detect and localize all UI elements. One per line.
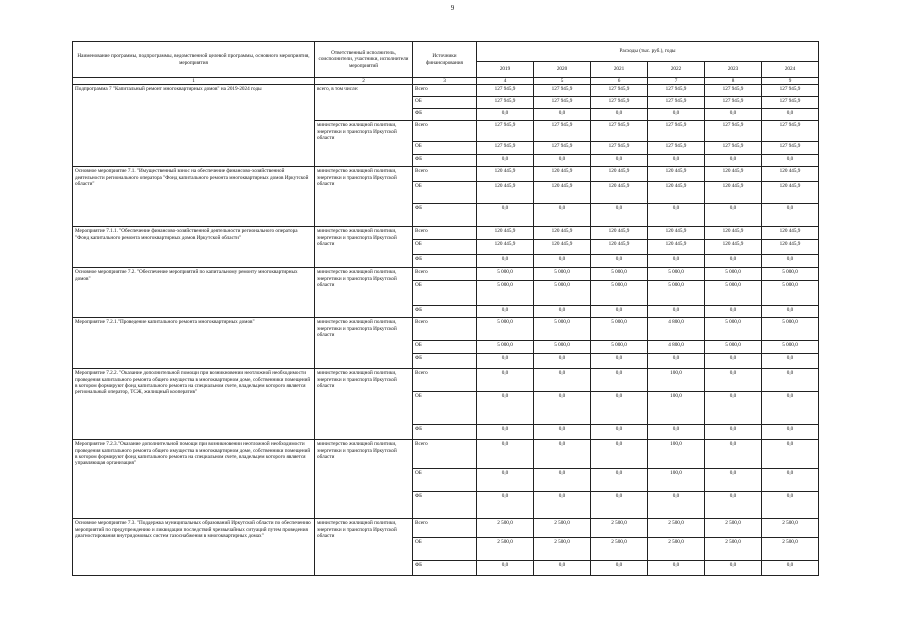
amount-cell: 5 000,0	[648, 281, 705, 306]
amount-cell: 127 945,9	[591, 121, 648, 142]
amount-cell: 0,0	[705, 425, 762, 440]
amount-cell: 0,0	[477, 204, 534, 227]
amount-cell: 100,0	[648, 440, 705, 469]
table-row	[73, 227, 819, 240]
source-cell: Всего	[413, 440, 477, 469]
amount-cell: 0,0	[591, 306, 648, 318]
amount-cell: 127 945,9	[762, 121, 819, 142]
source-cell: ФБ	[413, 155, 477, 167]
amount-cell: 5 000,0	[705, 268, 762, 281]
amount-cell: 0,0	[762, 306, 819, 318]
source-cell: ОБ	[413, 538, 477, 561]
amount-cell: 127 945,9	[705, 121, 762, 142]
amount-cell: 127 945,9	[648, 85, 705, 97]
amount-cell: 0,0	[477, 354, 534, 369]
amount-cell: 127 945,9	[477, 97, 534, 109]
amount-cell: 0,0	[591, 469, 648, 492]
source-cell: Всего	[413, 121, 477, 142]
source-cell: ФБ	[413, 561, 477, 576]
amount-cell: 120 445,9	[648, 167, 705, 182]
program-name-cell: Мероприятие 7.1.1. "Обеспечение финансово-хозяйственной деятельности регионального оператора "Фонд капитального ремонта многоквартирных домов Иркутской области"	[73, 227, 315, 268]
amount-cell: 2 500,0	[477, 519, 534, 538]
header-year: 2020	[534, 62, 591, 78]
program-name-cell: Основное мероприятие 7.2. "Обеспечение мероприятий по капитальному ремонту многоквартирных домов"	[73, 268, 315, 318]
amount-cell: 4 800,0	[648, 341, 705, 354]
source-cell: ОБ	[413, 392, 477, 425]
amount-cell: 120 445,9	[591, 227, 648, 240]
program-name-cell: Мероприятие 7.2.2. "Оказание дополнительной помощи при возникновении неотложной необходимости проведения капитального ремонта общего имущества в многоквартирном доме, собственники помещений в котором формируют фонд капитального ремонта на специальном счете, владельцем которого является региональный оператор, ТСЖ, жилищный кооператив"	[73, 369, 315, 440]
amount-cell: 0,0	[591, 561, 648, 576]
amount-cell: 120 445,9	[534, 182, 591, 204]
amount-cell: 0,0	[534, 255, 591, 268]
amount-cell: 5 000,0	[591, 281, 648, 306]
source-cell: ФБ	[413, 255, 477, 268]
amount-cell: 100,0	[648, 469, 705, 492]
amount-cell: 5 000,0	[762, 268, 819, 281]
executor-cell: министерство жилищной политики, энергетики и транспорта Иркутской области	[315, 227, 413, 268]
amount-cell: 0,0	[477, 425, 534, 440]
page-number: 9	[450, 4, 455, 12]
amount-cell: 120 445,9	[591, 182, 648, 204]
amount-cell: 0,0	[534, 392, 591, 425]
source-cell: ФБ	[413, 109, 477, 121]
amount-cell: 127 945,9	[705, 97, 762, 109]
amount-cell: 127 945,9	[705, 142, 762, 155]
header-source: Источники финансирования	[413, 42, 477, 78]
amount-cell: 0,0	[477, 440, 534, 469]
column-index: 2	[315, 78, 413, 85]
table-row	[73, 369, 819, 392]
amount-cell: 0,0	[534, 204, 591, 227]
amount-cell: 5 000,0	[648, 268, 705, 281]
amount-cell: 0,0	[648, 109, 705, 121]
source-cell: ОБ	[413, 281, 477, 306]
amount-cell: 0,0	[477, 492, 534, 519]
executor-cell: министерство жилищной политики, энергетики и транспорта Иркутской области	[315, 167, 413, 227]
amount-cell: 5 000,0	[591, 268, 648, 281]
program-name-cell: Мероприятие 7.2.1."Проведение капитального ремонта многоквартирных домов"	[73, 318, 315, 369]
amount-cell: 120 445,9	[648, 227, 705, 240]
amount-cell: 2 500,0	[591, 519, 648, 538]
amount-cell: 2 500,0	[534, 538, 591, 561]
source-cell: ОБ	[413, 341, 477, 354]
header-year: 2022	[648, 62, 705, 78]
amount-cell: 5 000,0	[534, 268, 591, 281]
amount-cell: 0,0	[762, 425, 819, 440]
column-index: 6	[591, 78, 648, 85]
amount-cell: 120 445,9	[762, 182, 819, 204]
table-row	[73, 318, 819, 341]
amount-cell: 5 000,0	[477, 341, 534, 354]
source-cell: Всего	[413, 167, 477, 182]
header-year: 2024	[762, 62, 819, 78]
amount-cell: 0,0	[705, 440, 762, 469]
table-row	[73, 440, 819, 469]
amount-cell: 5 000,0	[705, 341, 762, 354]
amount-cell: 127 945,9	[591, 97, 648, 109]
amount-cell: 127 945,9	[591, 85, 648, 97]
amount-cell: 0,0	[591, 392, 648, 425]
amount-cell: 120 445,9	[477, 182, 534, 204]
amount-cell: 120 445,9	[705, 240, 762, 255]
amount-cell: 0,0	[762, 155, 819, 167]
amount-cell: 120 445,9	[591, 240, 648, 255]
amount-cell: 0,0	[705, 204, 762, 227]
column-index: 8	[705, 78, 762, 85]
amount-cell: 0,0	[762, 204, 819, 227]
amount-cell: 0,0	[762, 369, 819, 392]
amount-cell: 127 945,9	[534, 85, 591, 97]
source-cell: ФБ	[413, 425, 477, 440]
source-cell: ОБ	[413, 240, 477, 255]
amount-cell: 0,0	[477, 392, 534, 425]
amount-cell: 127 945,9	[648, 142, 705, 155]
source-cell: ФБ	[413, 204, 477, 227]
amount-cell: 120 445,9	[762, 227, 819, 240]
amount-cell: 5 000,0	[477, 318, 534, 341]
amount-cell: 2 500,0	[648, 538, 705, 561]
amount-cell: 0,0	[477, 561, 534, 576]
amount-cell: 0,0	[762, 440, 819, 469]
amount-cell: 127 945,9	[477, 121, 534, 142]
amount-cell: 0,0	[705, 561, 762, 576]
amount-cell: 5 000,0	[762, 318, 819, 341]
amount-cell: 127 945,9	[477, 85, 534, 97]
source-cell: Всего	[413, 227, 477, 240]
header-year: 2023	[705, 62, 762, 78]
amount-cell: 120 445,9	[534, 167, 591, 182]
source-cell: ОБ	[413, 469, 477, 492]
amount-cell: 127 945,9	[648, 97, 705, 109]
amount-cell: 2 500,0	[705, 538, 762, 561]
amount-cell: 120 445,9	[477, 167, 534, 182]
amount-cell: 0,0	[534, 425, 591, 440]
amount-cell: 0,0	[648, 155, 705, 167]
amount-cell: 2 500,0	[762, 538, 819, 561]
amount-cell: 0,0	[705, 392, 762, 425]
amount-cell: 2 500,0	[534, 519, 591, 538]
executor-cell: министерство жилищной политики, энергетики и транспорта Иркутской области	[315, 268, 413, 318]
amount-cell: 0,0	[705, 369, 762, 392]
amount-cell: 0,0	[534, 561, 591, 576]
program-name-cell: Основное мероприятие 7.1. "Имущественный взнос на обеспечение финансово-хозяйственной деятельности регионального оператора "Фонд капитального ремонта многоквартирных домов Иркутской области"	[73, 167, 315, 227]
amount-cell: 120 445,9	[534, 240, 591, 255]
amount-cell: 0,0	[705, 109, 762, 121]
source-cell: ФБ	[413, 492, 477, 519]
amount-cell: 0,0	[477, 155, 534, 167]
amount-cell: 5 000,0	[591, 341, 648, 354]
amount-cell: 2 500,0	[477, 538, 534, 561]
amount-cell: 127 945,9	[534, 97, 591, 109]
amount-cell: 120 445,9	[648, 240, 705, 255]
amount-cell: 5 000,0	[591, 318, 648, 341]
amount-cell: 2 500,0	[762, 519, 819, 538]
amount-cell: 0,0	[534, 306, 591, 318]
amount-cell: 127 945,9	[762, 85, 819, 97]
amount-cell: 2 500,0	[591, 538, 648, 561]
executor-cell: министерство жилищной политики, энергетики и транспорта Иркутской области	[315, 121, 413, 167]
amount-cell: 0,0	[477, 109, 534, 121]
source-cell: Всего	[413, 318, 477, 341]
amount-cell: 127 945,9	[762, 97, 819, 109]
amount-cell: 0,0	[762, 255, 819, 268]
amount-cell: 0,0	[591, 354, 648, 369]
column-index: 1	[73, 78, 315, 85]
header-executor: Ответственный исполнитель, соисполнители, участники, исполнители мероприятий	[315, 42, 413, 78]
amount-cell: 120 445,9	[762, 240, 819, 255]
amount-cell: 0,0	[648, 492, 705, 519]
amount-cell: 127 945,9	[648, 121, 705, 142]
amount-cell: 0,0	[705, 306, 762, 318]
amount-cell: 0,0	[591, 109, 648, 121]
column-index: 9	[762, 78, 819, 85]
amount-cell: 0,0	[762, 392, 819, 425]
table-header	[73, 42, 819, 85]
amount-cell: 5 000,0	[705, 318, 762, 341]
amount-cell: 2 500,0	[705, 519, 762, 538]
amount-cell: 0,0	[591, 425, 648, 440]
amount-cell: 0,0	[705, 469, 762, 492]
column-index: 7	[648, 78, 705, 85]
amount-cell: 5 000,0	[534, 281, 591, 306]
amount-cell: 0,0	[534, 354, 591, 369]
amount-cell: 0,0	[762, 469, 819, 492]
amount-cell: 2 500,0	[648, 519, 705, 538]
header-name: Наименование программы, подпрограммы, ведомственной целевой программы, основного мероприятия, мероприятия	[73, 42, 315, 78]
amount-cell: 0,0	[762, 492, 819, 519]
amount-cell: 0,0	[648, 425, 705, 440]
amount-cell: 0,0	[648, 204, 705, 227]
amount-cell: 0,0	[591, 440, 648, 469]
amount-cell: 0,0	[534, 109, 591, 121]
executor-cell: министерство жилищной политики, энергетики и транспорта Иркутской области	[315, 519, 413, 576]
amount-cell: 0,0	[534, 492, 591, 519]
amount-cell: 0,0	[534, 155, 591, 167]
amount-cell: 127 945,9	[762, 142, 819, 155]
column-index: 3	[413, 78, 477, 85]
amount-cell: 127 945,9	[534, 142, 591, 155]
source-cell: Всего	[413, 369, 477, 392]
table-row	[73, 167, 819, 182]
expenses-table	[72, 41, 819, 576]
amount-cell: 0,0	[705, 492, 762, 519]
amount-cell: 0,0	[477, 469, 534, 492]
amount-cell: 0,0	[705, 155, 762, 167]
amount-cell: 120 445,9	[591, 167, 648, 182]
amount-cell: 120 445,9	[477, 240, 534, 255]
amount-cell: 5 000,0	[477, 268, 534, 281]
amount-cell: 120 445,9	[762, 167, 819, 182]
executor-cell: всего, в том числе:	[315, 85, 413, 121]
amount-cell: 0,0	[648, 354, 705, 369]
amount-cell: 0,0	[762, 354, 819, 369]
header-year: 2021	[591, 62, 648, 78]
amount-cell: 127 945,9	[705, 85, 762, 97]
amount-cell: 127 945,9	[534, 121, 591, 142]
amount-cell: 5 000,0	[762, 281, 819, 306]
executor-cell: министерство жилищной политики, энергетики и транспорта Иркутской области	[315, 318, 413, 369]
amount-cell: 0,0	[705, 354, 762, 369]
amount-cell: 0,0	[591, 204, 648, 227]
amount-cell: 120 445,9	[534, 227, 591, 240]
amount-cell: 0,0	[534, 469, 591, 492]
amount-cell: 127 945,9	[477, 142, 534, 155]
amount-cell: 0,0	[705, 255, 762, 268]
source-cell: ОБ	[413, 182, 477, 204]
table-row	[73, 268, 819, 281]
amount-cell: 0,0	[534, 440, 591, 469]
program-name-cell: Мероприятие 7.2.3."Оказание дополнительной помощи при возникновении неотложной необходимости проведения капитального ремонта общего имущества в многоквартирном доме, собственники помещений в котором формируют фонд капитального ремонта на специальном счете, владельцем которого является управляющая организация"	[73, 440, 315, 519]
amount-cell: 5 000,0	[477, 281, 534, 306]
amount-cell: 100,0	[648, 369, 705, 392]
amount-cell: 120 445,9	[705, 182, 762, 204]
executor-cell: министерство жилищной политики, энергетики и транспорта Иркутской области	[315, 440, 413, 519]
amount-cell: 127 945,9	[591, 142, 648, 155]
header-year: 2019	[477, 62, 534, 78]
source-cell: ФБ	[413, 306, 477, 318]
source-cell: Всего	[413, 519, 477, 538]
amount-cell: 0,0	[591, 369, 648, 392]
amount-cell: 0,0	[591, 255, 648, 268]
program-name-cell: Основное мероприятие 7.3. "Поддержка муниципальных образований Иркутской области по обеспечению мероприятий по предупреждению и ликвидации последствий чрезвычайных ситуаций путем проведения диагностирования внутридомовых систем газоснабжения в многоквартирных домах"	[73, 519, 315, 576]
amount-cell: 4 800,0	[648, 318, 705, 341]
amount-cell: 120 445,9	[705, 227, 762, 240]
table-body	[73, 85, 819, 576]
amount-cell: 0,0	[477, 255, 534, 268]
amount-cell: 0,0	[762, 561, 819, 576]
amount-cell: 120 445,9	[648, 182, 705, 204]
amount-cell: 0,0	[648, 561, 705, 576]
header-expenses: Расходы (тыс. руб.), годы	[477, 42, 819, 62]
amount-cell: 0,0	[648, 255, 705, 268]
amount-cell: 120 445,9	[477, 227, 534, 240]
amount-cell: 0,0	[477, 306, 534, 318]
source-cell: ОБ	[413, 97, 477, 109]
table-row	[73, 85, 819, 97]
amount-cell: 0,0	[534, 369, 591, 392]
source-cell: ОБ	[413, 142, 477, 155]
amount-cell: 5 000,0	[534, 341, 591, 354]
amount-cell: 0,0	[762, 109, 819, 121]
table-row	[73, 519, 819, 538]
column-index: 4	[477, 78, 534, 85]
amount-cell: 120 445,9	[705, 167, 762, 182]
amount-cell: 0,0	[648, 306, 705, 318]
amount-cell: 100,0	[648, 392, 705, 425]
amount-cell: 0,0	[591, 155, 648, 167]
executor-cell: министерство жилищной политики, энергетики и транспорта Иркутской области	[315, 369, 413, 440]
source-cell: Всего	[413, 268, 477, 281]
source-cell: Всего	[413, 85, 477, 97]
amount-cell: 5 000,0	[705, 281, 762, 306]
column-index: 5	[534, 78, 591, 85]
amount-cell: 0,0	[477, 369, 534, 392]
amount-cell: 0,0	[591, 492, 648, 519]
source-cell: ФБ	[413, 354, 477, 369]
amount-cell: 5 000,0	[534, 318, 591, 341]
amount-cell: 5 000,0	[762, 341, 819, 354]
program-name-cell: Подпрограмма 7 "Капитальный ремонт многоквартирных домов" на 2019-2024 годы	[73, 85, 315, 167]
